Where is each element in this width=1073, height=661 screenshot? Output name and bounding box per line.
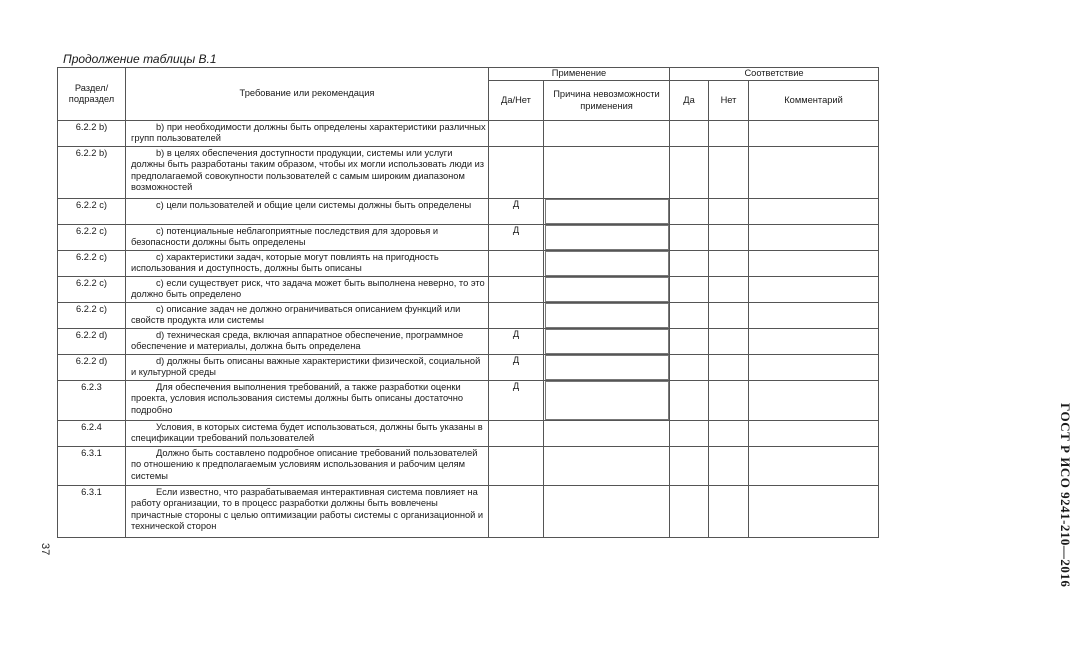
row-requirement-text: b) в целях обеспечения доступности продукции, системы или услуги должны быть разработаны таким образом, чтобы их могли использовать люди из предполагаемой совокупности пользователей с самым широким диапазоном возможностей [131, 148, 485, 192]
table-row [58, 251, 879, 277]
row-reason [544, 251, 670, 277]
row-comment [749, 251, 879, 277]
row-comment [749, 147, 879, 199]
table-row [58, 225, 879, 251]
table-row [58, 355, 879, 381]
row-section: 6.2.2 d) [58, 355, 126, 381]
row-requirement [126, 277, 489, 303]
row-section: 6.2.2 c) [58, 199, 126, 225]
row-comply-yes [670, 277, 709, 303]
table-row [58, 447, 879, 486]
header-comment: Комментарий [749, 81, 879, 121]
row-reason [544, 421, 670, 447]
row-section: 6.2.2 d) [58, 329, 126, 355]
row-requirement [126, 199, 489, 225]
row-yes-no [489, 303, 544, 329]
row-comment [749, 381, 879, 421]
table-row [58, 329, 879, 355]
row-requirement-text: c) потенциальные неблагоприятные последствия для здоровья и безопасности должны быть определены [131, 226, 439, 248]
table-body [58, 121, 879, 538]
table-row [58, 303, 879, 329]
row-requirement [126, 486, 489, 538]
reason-input-box[interactable] [545, 277, 669, 302]
row-requirement [126, 121, 489, 147]
row-comply-yes [670, 303, 709, 329]
row-requirement [126, 381, 489, 421]
reason-input-box[interactable] [545, 251, 669, 276]
header-section: Раздел/ подраздел [58, 68, 126, 121]
table-row [58, 147, 879, 199]
row-comment [749, 199, 879, 225]
row-yes-no [489, 486, 544, 538]
row-comply-yes [670, 251, 709, 277]
row-comply-yes [670, 421, 709, 447]
row-comment [749, 121, 879, 147]
header-compliance: Соответствие [670, 68, 879, 81]
reason-input-box[interactable] [545, 355, 669, 380]
row-requirement-text: c) цели пользователей и общие цели системы должны быть определены [156, 200, 472, 210]
row-comment [749, 447, 879, 486]
table-row [58, 486, 879, 538]
row-requirement [126, 355, 489, 381]
row-yes-no: Д [489, 381, 544, 421]
row-yes-no [489, 251, 544, 277]
header-requirement: Требование или рекомендация [126, 68, 489, 121]
row-comply-yes [670, 199, 709, 225]
reason-input-box[interactable] [545, 381, 669, 420]
row-requirement [126, 147, 489, 199]
row-requirement-text: c) если существует риск, что задача может быть выполнена неверно, то это должно быть определено [131, 278, 485, 300]
row-requirement-text: c) характеристики задач, которые могут повлиять на пригодность использования и доступность, должны быть описаны [131, 252, 439, 274]
row-yes-no: Д [489, 329, 544, 355]
requirements-table [57, 67, 879, 538]
row-section: 6.2.2 c) [58, 277, 126, 303]
row-requirement-text: b) при необходимости должны быть определены характеристики различных групп пользователей [131, 122, 486, 144]
row-reason [544, 225, 670, 251]
row-comply-yes [670, 381, 709, 421]
row-requirement-text: d) должны быть описаны важные характеристики физической, социальной и культурной среды [131, 356, 481, 378]
row-comment [749, 303, 879, 329]
row-comply-no [709, 199, 749, 225]
row-requirement [126, 421, 489, 447]
row-comply-no [709, 381, 749, 421]
row-comment [749, 355, 879, 381]
row-section: 6.2.2 c) [58, 225, 126, 251]
header-yes: Да [670, 81, 709, 121]
row-comply-no [709, 421, 749, 447]
row-comment [749, 486, 879, 538]
row-comment [749, 277, 879, 303]
row-requirement [126, 303, 489, 329]
row-reason [544, 147, 670, 199]
header-application: Применение [489, 68, 670, 81]
row-comply-yes [670, 147, 709, 199]
row-section: 6.2.2 b) [58, 147, 126, 199]
reason-input-box[interactable] [545, 329, 669, 354]
row-requirement-text: d) техническая среда, включая аппаратное обеспечение, программное обеспечение и материалы, должна быть определена [131, 330, 464, 352]
row-requirement-text: c) описание задач не должно ограничиваться описанием функций или свойств продукта или системы [131, 304, 461, 326]
page-number: 37 [39, 543, 51, 556]
row-reason [544, 121, 670, 147]
row-comment [749, 225, 879, 251]
row-yes-no [489, 421, 544, 447]
table-caption: Продолжение таблицы В.1 [63, 52, 217, 66]
table-row [58, 121, 879, 147]
row-reason [544, 303, 670, 329]
row-section: 6.2.2 c) [58, 303, 126, 329]
row-yes-no [489, 121, 544, 147]
row-yes-no [489, 147, 544, 199]
row-yes-no: Д [489, 225, 544, 251]
row-comply-no [709, 355, 749, 381]
row-yes-no [489, 277, 544, 303]
row-yes-no [489, 447, 544, 486]
reason-input-box[interactable] [545, 225, 669, 250]
row-comply-no [709, 251, 749, 277]
row-section: 6.2.4 [58, 421, 126, 447]
row-requirement-text: Для обеспечения выполнения требований, а также разработки оценки проекта, условия использования системы должны быть описаны достаточно подробно [131, 382, 464, 415]
row-comply-no [709, 147, 749, 199]
table-row [58, 421, 879, 447]
row-comply-yes [670, 486, 709, 538]
row-yes-no: Д [489, 199, 544, 225]
row-comply-yes [670, 225, 709, 251]
table-row [58, 277, 879, 303]
table-row [58, 381, 879, 421]
row-comply-no [709, 447, 749, 486]
row-requirement [126, 329, 489, 355]
row-requirement [126, 447, 489, 486]
row-requirement-text: Условия, в которых система будет использоваться, должны быть указаны в спецификации требований пользователей [131, 422, 483, 444]
table-row [58, 199, 879, 225]
row-reason [544, 329, 670, 355]
row-requirement [126, 251, 489, 277]
document-standard-title: ГОСТ Р ИСО 9241-210—2016 [1058, 403, 1073, 588]
row-reason [544, 447, 670, 486]
row-comply-yes [670, 329, 709, 355]
row-yes-no: Д [489, 355, 544, 381]
header-reason: Причина невозможности применения [544, 81, 670, 121]
reason-input-box[interactable] [545, 303, 669, 328]
reason-input-box[interactable] [545, 199, 669, 224]
row-section: 6.2.3 [58, 381, 126, 421]
row-reason [544, 381, 670, 421]
row-comply-no [709, 329, 749, 355]
header-yes-no: Да/Нет [489, 81, 544, 121]
row-section: 6.3.1 [58, 486, 126, 538]
row-comply-no [709, 277, 749, 303]
row-comply-yes [670, 447, 709, 486]
row-comply-no [709, 225, 749, 251]
row-comment [749, 421, 879, 447]
row-reason [544, 486, 670, 538]
row-comply-yes [670, 355, 709, 381]
row-section: 6.2.2 c) [58, 251, 126, 277]
row-requirement-text: Должно быть составлено подробное описание требований пользователей по отношению к предполагаемым условиям использования и рабочим целям системы [131, 448, 478, 481]
row-reason [544, 355, 670, 381]
row-comment [749, 329, 879, 355]
row-requirement [126, 225, 489, 251]
header-no: Нет [709, 81, 749, 121]
row-requirement-text: Если известно, что разрабатываемая интерактивная система повлияет на работу организации, то в процесс разработки должны быть вовлечены причастные стороны с целью оптимизации работы системы с организационной и технической сторон [131, 487, 484, 531]
row-comply-yes [670, 121, 709, 147]
row-reason [544, 199, 670, 225]
row-comply-no [709, 486, 749, 538]
row-comply-no [709, 303, 749, 329]
row-reason [544, 277, 670, 303]
row-section: 6.3.1 [58, 447, 126, 486]
row-comply-no [709, 121, 749, 147]
row-section: 6.2.2 b) [58, 121, 126, 147]
